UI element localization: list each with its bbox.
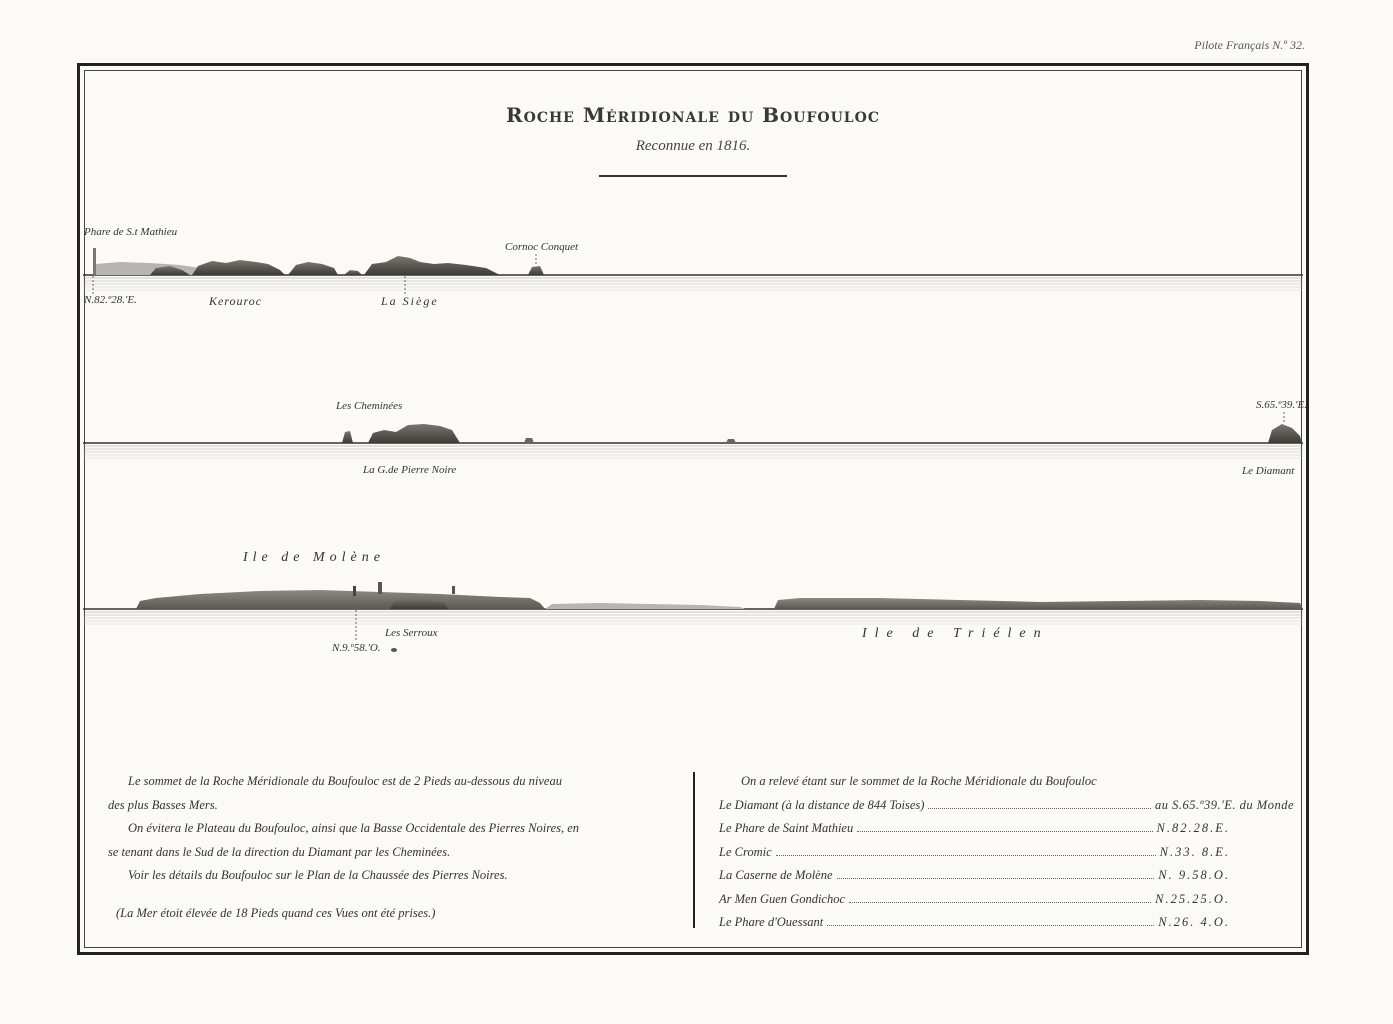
bearing-name: Le Phare d'Ouessant [719,915,824,930]
label-bearing-view3: N.9.º58.'O. [332,642,381,654]
bearing-name: Le Cromic [719,844,772,859]
bearings-table [719,770,1294,935]
label-bearing-view1: N.82.º28.'E. [84,294,137,306]
plate-title: Roche Méridionale du Boufouloc [506,103,880,127]
plate-subtitle: Reconnue en 1816. [635,138,751,154]
label-phare-st-mathieu: Phare de S.t Mathieu [84,226,178,238]
column-divider [693,772,695,928]
plate-number: Pilote Français N.º 32. [1194,38,1305,52]
bearing-value: N.82.28.E. [1156,821,1230,836]
view3-coast [136,582,1303,652]
bearing-value: N.26. 4.O. [1158,915,1230,930]
label-le-diamant: Le Diamant [1242,465,1295,477]
label-kerouroc: Kerouroc [209,294,263,308]
note-line: des plus Basses Mers. [108,797,218,812]
label-grande-pierre-noire: La G.de Pierre Noire [363,464,457,476]
bearing-value: N.33. 8.E. [1159,844,1230,859]
bearing-name: Le Phare de Saint Mathieu [719,821,854,836]
bearing-name: Le Diamant (à la distance de 844 Toises) [719,797,925,812]
leader-dots [776,855,1156,856]
leader-dots [837,878,1155,879]
bearing-row [719,911,1294,935]
bearing-row [719,841,1294,865]
view2-rocks [342,412,1302,443]
bearing-name: Ar Men Guen Gondichoc [719,891,846,906]
label-les-serroux: Les Serroux [385,627,438,639]
label-cornoc-conquet: Cornoc Conquet [505,241,579,253]
bearings-heading: On a relevé étant sur le sommet de la Roche Méridionale du Boufouloc [741,774,1097,788]
note-line: (La Mer étoit élevée de 18 Pieds quand ces Vues ont été prises.) [116,905,436,920]
bearing-row [719,817,1294,841]
bearing-value: N.25.25.O. [1155,891,1230,906]
bearing-name: La Caserne de Molène [719,868,833,883]
bearing-value: au S.65.º39.'E. du Monde [1154,797,1294,812]
bearing-row [719,864,1294,888]
note-line: se tenant dans le Sud de la direction du Diamant par les Cheminées. [108,844,451,859]
label-ile-de-molene: Ile de Molène [243,550,385,565]
leader-dots [857,831,1152,832]
note-line: On évitera le Plateau du Boufouloc, ainsi que la Basse Occidentale des Pierres Noires, en [128,821,580,835]
label-la-siege: La Siège [381,294,439,308]
bearing-row [719,794,1294,818]
notes-block [108,770,668,925]
label-bearing-view2: S.65.º39.'E. [1256,399,1307,411]
view2-sea [83,443,1303,458]
view3-sea [83,609,1303,624]
bearing-value: N. 9.58.O. [1158,868,1230,883]
leader-dots [849,902,1151,903]
label-les-cheminees: Les Cheminées [336,400,403,412]
note-line: Voir les détails du Boufouloc sur le Plan de la Chaussée des Pierres Noires. [128,868,508,882]
leader-dots [928,808,1151,809]
note-line: Le sommet de la Roche Méridionale du Boufouloc est de 2 Pieds au-dessous du niveau [128,774,562,788]
view1-sea [83,275,1303,290]
view1-coast [93,248,544,296]
bearing-row [719,888,1294,912]
label-ile-de-trielen: Ile de Triélen [862,626,1049,641]
leader-dots [827,925,1154,926]
